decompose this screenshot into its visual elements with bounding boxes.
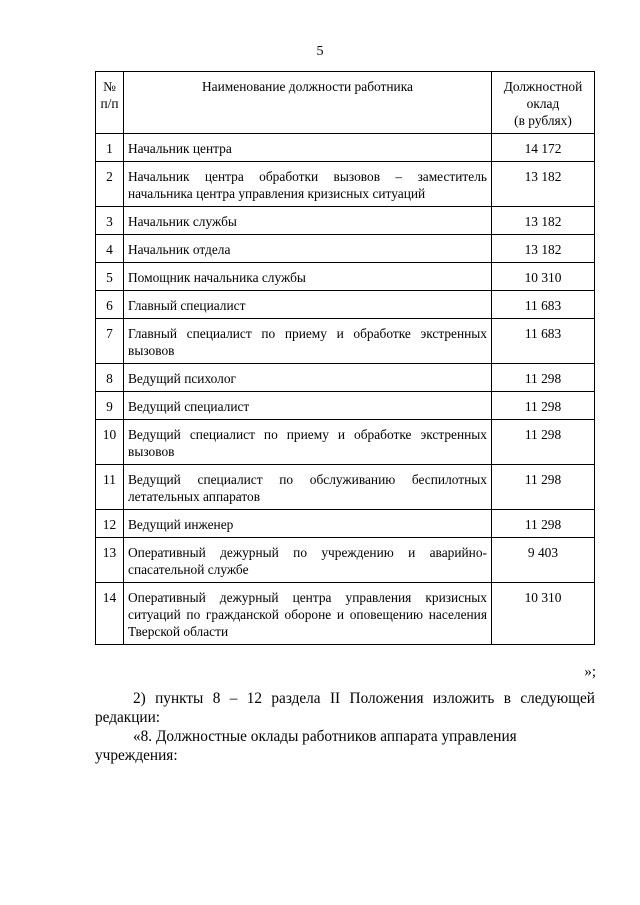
position-title: Начальник центра обработки вызовов – заместитель начальника центра управления кризисных ситуаций — [124, 162, 492, 207]
salary-value: 11 298 — [492, 510, 595, 538]
position-title: Ведущий специалист по приему и обработке экстренных вызовов — [124, 420, 492, 465]
salary-value: 11 298 — [492, 465, 595, 510]
table-row — [96, 364, 595, 392]
table-row — [96, 420, 595, 465]
salary-value: 9 403 — [492, 538, 595, 583]
salary-value: 13 182 — [492, 207, 595, 235]
row-number: 7 — [96, 319, 124, 364]
row-number: 9 — [96, 392, 124, 420]
header-position-title-label: Наименование должности работника — [202, 79, 413, 94]
row-number: 8 — [96, 364, 124, 392]
table-row — [96, 465, 595, 510]
paragraph-amendment: 2) пункты 8 – 12 раздела II Положения изложить в следующей редакции: — [95, 690, 595, 726]
row-number: 10 — [96, 420, 124, 465]
paragraph-clause-8: «8. Должностные оклады работников аппарата управления учреждения: — [95, 728, 517, 764]
table-row — [96, 263, 595, 291]
salary-value: 11 298 — [492, 364, 595, 392]
table-body — [96, 134, 595, 645]
table-row — [96, 510, 595, 538]
position-title: Ведущий специалист — [124, 392, 492, 420]
position-title: Помощник начальника службы — [124, 263, 492, 291]
table-row — [96, 583, 595, 645]
row-number: 3 — [96, 207, 124, 235]
table-row — [96, 319, 595, 364]
position-title: Оперативный дежурный по учреждению и аварийно-спасательной службе — [124, 538, 492, 583]
position-title: Оперативный дежурный центра управления кризисных ситуаций по гражданской обороне и оповещению населения Тверской области — [124, 583, 492, 645]
table-row — [96, 162, 595, 207]
header-number — [96, 72, 124, 134]
position-title: Ведущий психолог — [124, 364, 492, 392]
page-number: 5 — [316, 44, 324, 59]
table-header-row — [96, 72, 595, 134]
salary-value: 11 683 — [492, 291, 595, 319]
position-title: Начальник центра — [124, 134, 492, 162]
row-number: 12 — [96, 510, 124, 538]
row-number: 13 — [96, 538, 124, 583]
row-number: 4 — [96, 235, 124, 263]
salary-value: 10 310 — [492, 263, 595, 291]
position-title: Ведущий инженер — [124, 510, 492, 538]
table-row — [96, 392, 595, 420]
table-row — [96, 291, 595, 319]
row-number: 6 — [96, 291, 124, 319]
table-row — [96, 207, 595, 235]
row-number: 11 — [96, 465, 124, 510]
salary-value: 13 182 — [492, 162, 595, 207]
header-number-label: № п/п — [100, 79, 119, 111]
header-salary — [492, 72, 595, 134]
closing-quote: »; — [584, 664, 596, 680]
table-row — [96, 235, 595, 263]
position-title: Начальник службы — [124, 207, 492, 235]
salary-value: 14 172 — [492, 134, 595, 162]
position-title: Начальник отдела — [124, 235, 492, 263]
salary-value: 10 310 — [492, 583, 595, 645]
salary-value: 11 298 — [492, 420, 595, 465]
salary-value: 11 298 — [492, 392, 595, 420]
position-title: Главный специалист — [124, 291, 492, 319]
row-number: 14 — [96, 583, 124, 645]
salary-table — [95, 71, 595, 645]
table-row — [96, 134, 595, 162]
row-number: 5 — [96, 263, 124, 291]
row-number: 2 — [96, 162, 124, 207]
salary-value: 11 683 — [492, 319, 595, 364]
row-number: 1 — [96, 134, 124, 162]
header-position-title — [124, 72, 492, 134]
position-title: Главный специалист по приему и обработке экстренных вызовов — [124, 319, 492, 364]
header-salary-label: Должностной оклад (в рублях) — [503, 79, 583, 128]
position-title: Ведущий специалист по обслуживанию беспилотных летательных аппаратов — [124, 465, 492, 510]
table-row — [96, 538, 595, 583]
salary-value: 13 182 — [492, 235, 595, 263]
